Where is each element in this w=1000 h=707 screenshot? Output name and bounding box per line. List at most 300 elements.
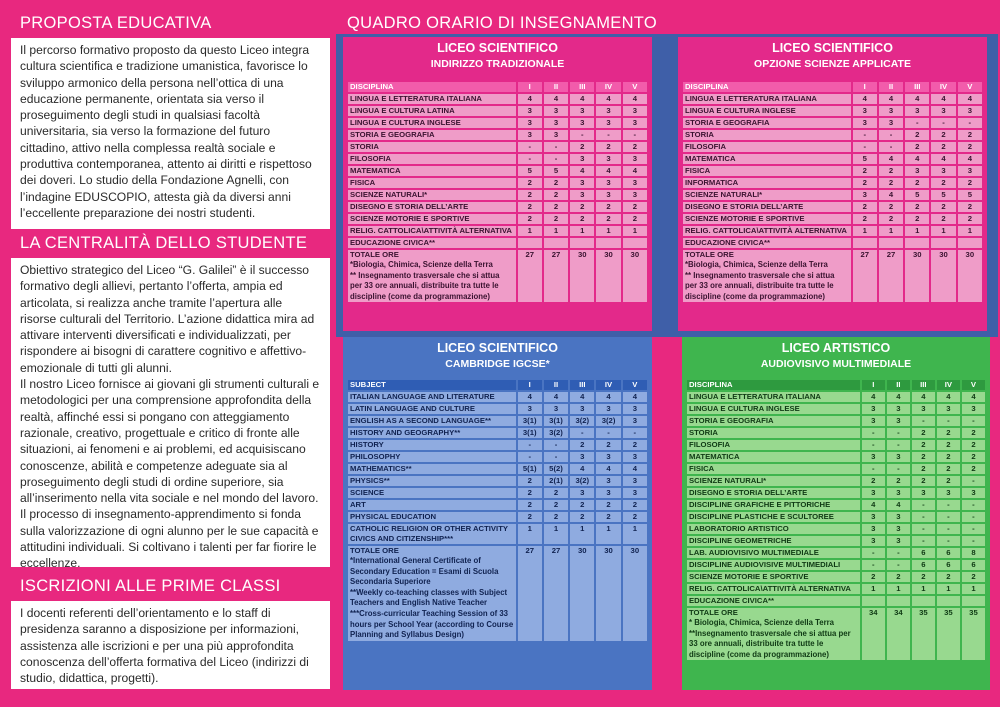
hours-cell (570, 238, 594, 248)
table-row (687, 548, 985, 558)
total-label: TOTALE ORE (350, 546, 399, 555)
subject-cell: RELIG. CATTOLICA\ATTIVITÀ ALTERNATIVA (348, 226, 516, 236)
panel-scienze-applicate (678, 37, 987, 331)
total-hours-cell: 30 (931, 250, 955, 302)
hours-cell (887, 596, 910, 606)
column-header-year: I (518, 380, 542, 390)
hours-cell: 4 (937, 392, 960, 402)
column-header-year: I (862, 380, 885, 390)
table-row (687, 416, 985, 426)
hours-cell: 3 (570, 452, 594, 462)
table-row (683, 214, 982, 224)
hours-cell: - (962, 416, 985, 426)
hours-cell: 2 (912, 572, 935, 582)
table-row (348, 464, 647, 474)
total-hours-cell: 27 (853, 250, 877, 302)
table-row (348, 166, 647, 176)
hours-cell: 3 (962, 488, 985, 498)
panel-subtitle: INDIRIZZO TRADIZIONALE (430, 58, 565, 70)
hours-cell: - (623, 428, 647, 438)
total-hours-cell: 30 (570, 250, 594, 302)
hours-cell: 3 (518, 118, 542, 128)
centralita-paragraph-1: Obiettivo strategico del Liceo “G. Galilei” è il successo formativo degli allievi, pertanto l’offerta, ampia ed articolata, si realizza anche tramite l’apertura alle risorse culturali del Territorio. L’azione didattica mira ad attivare interventi diversificati e individualizzati, per rispondere ai bisogni di carattere cognitivo e affettivo-emozionale di tutti gli alunni. (20, 263, 315, 375)
subject-cell: LATIN LANGUAGE AND CULTURE (348, 404, 516, 414)
hours-cell: 3 (887, 404, 910, 414)
hours-cell: 3 (623, 488, 647, 498)
panel-header (346, 37, 649, 72)
hours-cell: 2 (962, 428, 985, 438)
hours-cell: - (912, 512, 935, 522)
subject-cell: STORIA E GEOGRAFIA (687, 416, 860, 426)
table-header-row (348, 380, 647, 390)
table-row (683, 94, 982, 104)
hours-cell: 2 (931, 130, 955, 140)
hours-cell: 2 (596, 512, 620, 522)
hours-cell: 2 (570, 512, 594, 522)
subject-cell: HISTORY AND GEOGRAPHY** (348, 428, 516, 438)
table-row (683, 106, 982, 116)
hours-cell: 5 (518, 166, 542, 176)
subject-cell: SCIENZE MOTORIE E SPORTIVE (348, 214, 516, 224)
column-header-year: III (570, 380, 594, 390)
hours-cell: 3 (853, 190, 877, 200)
hours-cell: 3 (570, 190, 594, 200)
hours-cell: 4 (862, 392, 885, 402)
hours-cell: - (623, 130, 647, 140)
column-header-year: III (570, 82, 594, 92)
hours-cell: 2 (570, 500, 594, 510)
hours-cell: 3 (570, 404, 594, 414)
hours-cell: - (887, 464, 910, 474)
column-header-year: II (544, 380, 568, 390)
proposta-text-box (11, 38, 330, 229)
table-row (687, 584, 985, 594)
footnote: **Weekly co-teaching classes with Subject Teachers and English Native Teacher (350, 587, 508, 608)
hours-cell: - (937, 512, 960, 522)
hours-cell: 4 (518, 94, 542, 104)
hours-cell: - (862, 548, 885, 558)
table-row (683, 190, 982, 200)
hours-cell: 3(2) (570, 476, 594, 486)
panel-header (685, 337, 987, 372)
hours-cell: - (862, 464, 885, 474)
hours-cell: 3 (937, 488, 960, 498)
total-hours-cell: 30 (570, 546, 594, 641)
hours-cell: 2 (596, 440, 620, 450)
table-row (687, 464, 985, 474)
schedule-table (685, 378, 987, 662)
hours-cell: 3 (596, 178, 620, 188)
table-row (348, 392, 647, 402)
hours-cell: 1 (958, 226, 982, 236)
hours-cell: 2 (570, 142, 594, 152)
subject-cell: EDUCAZIONE CIVICA** (348, 238, 516, 248)
hours-cell: 2 (623, 142, 647, 152)
hours-cell: 3 (862, 536, 885, 546)
hours-cell: 3 (623, 154, 647, 164)
hours-cell: 5 (931, 190, 955, 200)
hours-cell: 2 (623, 440, 647, 450)
hours-cell: 2 (623, 214, 647, 224)
hours-cell: - (596, 428, 620, 438)
panel-header (681, 37, 984, 72)
footnote: **Insegnamento trasversale che si attua per 33 ore annuali, distribuite tra tutte le discipline (come da programmazione) (689, 628, 851, 659)
subject-cell: LINGUA E CULTURA LATINA (348, 106, 516, 116)
hours-cell: 3 (570, 106, 594, 116)
hours-cell (958, 238, 982, 248)
hours-cell: 3 (544, 118, 568, 128)
hours-cell: - (937, 500, 960, 510)
table-row (683, 142, 982, 152)
hours-cell: 2 (958, 130, 982, 140)
table-row (687, 512, 985, 522)
hours-cell: 3 (596, 106, 620, 116)
schedule-table (681, 80, 984, 304)
panel-artistico-audiovisivo (682, 337, 990, 690)
subject-cell: FISICA (683, 166, 851, 176)
hours-cell: 3 (887, 488, 910, 498)
hours-cell: 2 (544, 214, 568, 224)
hours-cell: - (912, 536, 935, 546)
table-row (683, 202, 982, 212)
column-header-year: II (544, 82, 568, 92)
subject-cell: SCIENZE NATURALI* (348, 190, 516, 200)
column-header-subject: SUBJECT (348, 380, 516, 390)
total-row (687, 608, 985, 660)
hours-cell: 3 (853, 106, 877, 116)
iscrizioni-paragraph: I docenti referenti dell’orientamento e lo staff di presidenza saranno a disposizione per informazioni, assistenza alle iscrizioni e per una più approfondita conoscenza dell’offerta formativa del Liceo (indirizzi di studio, didattica, progetti). (20, 606, 309, 686)
hours-cell: 3 (887, 452, 910, 462)
hours-cell: 2 (879, 178, 903, 188)
hours-cell: 4 (912, 392, 935, 402)
total-row (348, 250, 647, 302)
subject-cell: LAB. AUDIOVISIVO MULTIMEDIALE (687, 548, 860, 558)
subject-cell: LINGUA E LETTERATURA ITALIANA (683, 94, 851, 104)
hours-cell: 6 (962, 560, 985, 570)
hours-cell: 2 (518, 476, 542, 486)
column-header-year: II (887, 380, 910, 390)
table-row (348, 416, 647, 426)
hours-cell: 4 (623, 392, 647, 402)
subject-cell: ITALIAN LANGUAGE AND LITERATURE (348, 392, 516, 402)
table-row (683, 238, 982, 248)
hours-cell: 3 (570, 488, 594, 498)
hours-cell: - (931, 118, 955, 128)
hours-cell: 3 (544, 404, 568, 414)
hours-cell: 4 (962, 392, 985, 402)
column-header-year: I (518, 82, 542, 92)
hours-cell: 3 (937, 404, 960, 414)
quadro-orario-title: QUADRO ORARIO DI INSEGNAMENTO (347, 14, 658, 32)
hours-cell: - (853, 142, 877, 152)
hours-cell: 3 (887, 536, 910, 546)
hours-cell: 4 (853, 94, 877, 104)
table-row (348, 452, 647, 462)
hours-cell: - (544, 142, 568, 152)
table-row (687, 404, 985, 414)
table-row (348, 130, 647, 140)
hours-cell: 3 (570, 118, 594, 128)
subject-cell: LINGUA E LETTERATURA ITALIANA (687, 392, 860, 402)
hours-cell: 3(1) (518, 428, 542, 438)
hours-cell: 1 (912, 584, 935, 594)
column-header-year: IV (596, 82, 620, 92)
hours-cell: 8 (962, 548, 985, 558)
hours-cell: 3 (544, 106, 568, 116)
hours-cell: - (518, 440, 542, 450)
iscrizioni-text-box (11, 601, 330, 689)
hours-cell: - (887, 560, 910, 570)
subject-cell: CATHOLIC RELIGION OR OTHER ACTIVITY CIVICS AND CITIZENSHIP*** (348, 524, 516, 544)
column-header-subject: DISCIPLINA (683, 82, 851, 92)
hours-cell: 1 (596, 524, 620, 544)
table-row (348, 118, 647, 128)
hours-cell: - (962, 512, 985, 522)
column-header-subject: DISCIPLINA (348, 82, 516, 92)
hours-cell: 4 (570, 392, 594, 402)
hours-cell: 2 (853, 214, 877, 224)
table-row (683, 178, 982, 188)
hours-cell: 5(2) (544, 464, 568, 474)
hours-cell: 5 (958, 190, 982, 200)
panel-subtitle: CAMBRIDGE IGCSE* (445, 358, 550, 370)
hours-cell: 2 (912, 428, 935, 438)
panel-subtitle: OPZIONE SCIENZE APPLICATE (754, 58, 911, 70)
column-header-year: V (623, 82, 647, 92)
hours-cell: 5 (544, 166, 568, 176)
hours-cell: 2 (518, 202, 542, 212)
subject-cell: LINGUA E CULTURA INGLESE (687, 404, 860, 414)
subject-cell: RELIG. CATTOLICA\ATTIVITÀ ALTERNATIVA (687, 584, 860, 594)
table-row (348, 226, 647, 236)
table-row (687, 572, 985, 582)
subject-cell: STORIA (687, 428, 860, 438)
hours-cell: 4 (905, 154, 929, 164)
total-label: TOTALE ORE (350, 250, 399, 259)
subject-cell: STORIA (683, 130, 851, 140)
hours-cell: 2 (544, 512, 568, 522)
table-row (683, 226, 982, 236)
hours-cell: 1 (544, 524, 568, 544)
table-row (687, 488, 985, 498)
subject-cell: EDUCAZIONE CIVICA** (687, 596, 860, 606)
hours-cell: 2 (853, 202, 877, 212)
hours-cell: 3 (623, 190, 647, 200)
hours-cell: 1 (937, 584, 960, 594)
subject-cell: DISCIPLINE GEOMETRICHE (687, 536, 860, 546)
hours-cell: 3(1) (518, 416, 542, 426)
hours-cell: - (544, 452, 568, 462)
hours-cell: 2 (570, 202, 594, 212)
subject-cell: DISCIPLINE AUDIOVISIVE MULTIMEDIALI (687, 560, 860, 570)
column-header-year: II (879, 82, 903, 92)
hours-cell: 3 (596, 476, 620, 486)
table-row (348, 440, 647, 450)
hours-cell: - (887, 548, 910, 558)
hours-cell: 2 (931, 178, 955, 188)
schedule-table (346, 378, 649, 643)
total-hours-cell: 30 (623, 546, 647, 641)
table-row (687, 536, 985, 546)
hours-cell: 4 (623, 166, 647, 176)
total-label: TOTALE ORE (685, 250, 734, 259)
hours-cell: 4 (887, 500, 910, 510)
hours-cell: 3 (862, 416, 885, 426)
hours-cell: - (937, 524, 960, 534)
hours-cell: 1 (518, 226, 542, 236)
hours-cell: 4 (879, 190, 903, 200)
hours-cell: 3 (518, 404, 542, 414)
footnote: ** Insegnamento trasversale che si attua per 33 ore annuali, distribuite tra tutte le discipline (come da programmazione) (685, 270, 835, 301)
section-title-iscrizioni: ISCRIZIONI ALLE PRIME CLASSI (20, 577, 281, 595)
hours-cell: 2 (958, 178, 982, 188)
subject-cell: ENGLISH AS A SECOND LANGUAGE** (348, 416, 516, 426)
hours-cell: 2 (518, 178, 542, 188)
subject-cell: PHYSICAL EDUCATION (348, 512, 516, 522)
hours-cell: - (544, 440, 568, 450)
hours-cell: 2 (518, 190, 542, 200)
hours-cell: 2 (958, 142, 982, 152)
hours-cell: 4 (862, 500, 885, 510)
subject-cell: DISCIPLINE PLASTICHE E SCULTOREE (687, 512, 860, 522)
hours-cell: 4 (958, 94, 982, 104)
hours-cell: 2 (937, 476, 960, 486)
column-header-year: III (912, 380, 935, 390)
table-row (687, 560, 985, 570)
hours-cell: - (962, 476, 985, 486)
subject-cell: MATEMATICA (687, 452, 860, 462)
hours-cell: - (596, 130, 620, 140)
hours-cell: 3 (518, 106, 542, 116)
subject-cell: PHILOSOPHY (348, 452, 516, 462)
table-row (687, 476, 985, 486)
panel-title: LICEO SCIENTIFICO (772, 41, 893, 55)
total-hours-cell: 27 (879, 250, 903, 302)
hours-cell: 1 (596, 226, 620, 236)
total-label-cell (348, 546, 516, 641)
hours-cell: 4 (958, 154, 982, 164)
hours-cell: 2 (958, 214, 982, 224)
hours-cell: 1 (862, 584, 885, 594)
hours-cell: 2 (623, 512, 647, 522)
subject-cell: STORIA E GEOGRAFIA (683, 118, 851, 128)
subject-cell: FILOSOFIA (683, 142, 851, 152)
hours-cell: 2 (962, 464, 985, 474)
hours-cell: 5 (853, 154, 877, 164)
total-hours-cell: 27 (518, 546, 542, 641)
hours-cell (862, 596, 885, 606)
hours-cell: 2 (570, 214, 594, 224)
table-row (348, 500, 647, 510)
subject-cell: FILOSOFIA (348, 154, 516, 164)
total-hours-cell: 27 (518, 250, 542, 302)
hours-cell: 3 (879, 106, 903, 116)
hours-cell: - (962, 536, 985, 546)
hours-cell: 2 (853, 166, 877, 176)
table-row (348, 142, 647, 152)
hours-cell: 3 (596, 154, 620, 164)
hours-cell (879, 238, 903, 248)
total-row (683, 250, 982, 302)
panel-title: LICEO ARTISTICO (781, 341, 891, 355)
hours-cell: 3 (862, 488, 885, 498)
hours-cell: - (912, 416, 935, 426)
hours-cell: 1 (623, 226, 647, 236)
hours-cell: 4 (570, 464, 594, 474)
table-row (687, 440, 985, 450)
hours-cell: 3 (862, 512, 885, 522)
hours-cell: - (958, 118, 982, 128)
hours-cell: 2 (623, 202, 647, 212)
hours-cell: 3 (623, 178, 647, 188)
subject-cell: ART (348, 500, 516, 510)
subject-cell: DISCIPLINE GRAFICHE E PITTORICHE (687, 500, 860, 510)
table-row (348, 404, 647, 414)
hours-cell: - (518, 142, 542, 152)
hours-cell (931, 238, 955, 248)
hours-cell: 2 (544, 202, 568, 212)
hours-cell: 6 (912, 560, 935, 570)
hours-cell: 3 (544, 130, 568, 140)
subject-cell: RELIG. CATTOLICA\ATTIVITÀ ALTERNATIVA (683, 226, 851, 236)
table-row (683, 154, 982, 164)
hours-cell: - (570, 428, 594, 438)
hours-cell: 6 (937, 560, 960, 570)
subject-cell: MATHEMATICS** (348, 464, 516, 474)
hours-cell: 2 (544, 178, 568, 188)
hours-cell: 4 (905, 94, 929, 104)
column-header-year: V (962, 380, 985, 390)
hours-cell: 1 (879, 226, 903, 236)
subject-cell: FILOSOFIA (687, 440, 860, 450)
hours-cell: - (879, 142, 903, 152)
total-hours-cell: 27 (544, 546, 568, 641)
total-hours-cell: 34 (862, 608, 885, 660)
total-label: TOTALE ORE (689, 608, 738, 617)
hours-cell: 2 (962, 572, 985, 582)
hours-cell: 3 (596, 404, 620, 414)
hours-cell: 3 (596, 452, 620, 462)
hours-cell: 1 (544, 226, 568, 236)
total-hours-cell: 27 (544, 250, 568, 302)
hours-cell: 5 (905, 190, 929, 200)
hours-cell: 3 (862, 404, 885, 414)
hours-cell: 3(1) (544, 416, 568, 426)
column-header-year: III (905, 82, 929, 92)
hours-cell: 3(2) (596, 416, 620, 426)
hours-cell: 4 (931, 94, 955, 104)
total-row (348, 546, 647, 641)
hours-cell: 2 (544, 190, 568, 200)
footnote: *International General Certificate of Secondary Education = Esami di Scuola Secondaria Superiore (350, 556, 499, 587)
subject-cell: LABORATORIO ARTISTICO (687, 524, 860, 534)
hours-cell: - (937, 416, 960, 426)
hours-cell: 2 (937, 572, 960, 582)
hours-cell: 3 (570, 154, 594, 164)
hours-cell: 4 (596, 464, 620, 474)
hours-cell: 3 (623, 476, 647, 486)
table-row (348, 238, 647, 248)
centralita-text-box (11, 258, 330, 571)
hours-cell: 3 (518, 130, 542, 140)
hours-cell: 4 (596, 166, 620, 176)
hours-cell: - (518, 452, 542, 462)
centralita-paragraph-2: Il nostro Liceo fornisce ai giovani gli strumenti culturali e metodologici per una comprensione approfondita della realtà, affinché essi si pongano con atteggiamento razionale, creativo, progettuale e critico di fronte alle situazioni, ai fenomeni e ai problemi, ed acquisiscano conoscenze, abilità e competenze adeguate sia al proseguimento degli studi di ordine superiore, sia all’inserimento nella vita sociale e nel mondo del lavoro. (20, 377, 320, 506)
schedule-table (346, 80, 649, 304)
total-hours-cell: 34 (887, 608, 910, 660)
hours-cell: 2 (905, 178, 929, 188)
subject-cell: SCIENZE MOTORIE E SPORTIVE (687, 572, 860, 582)
